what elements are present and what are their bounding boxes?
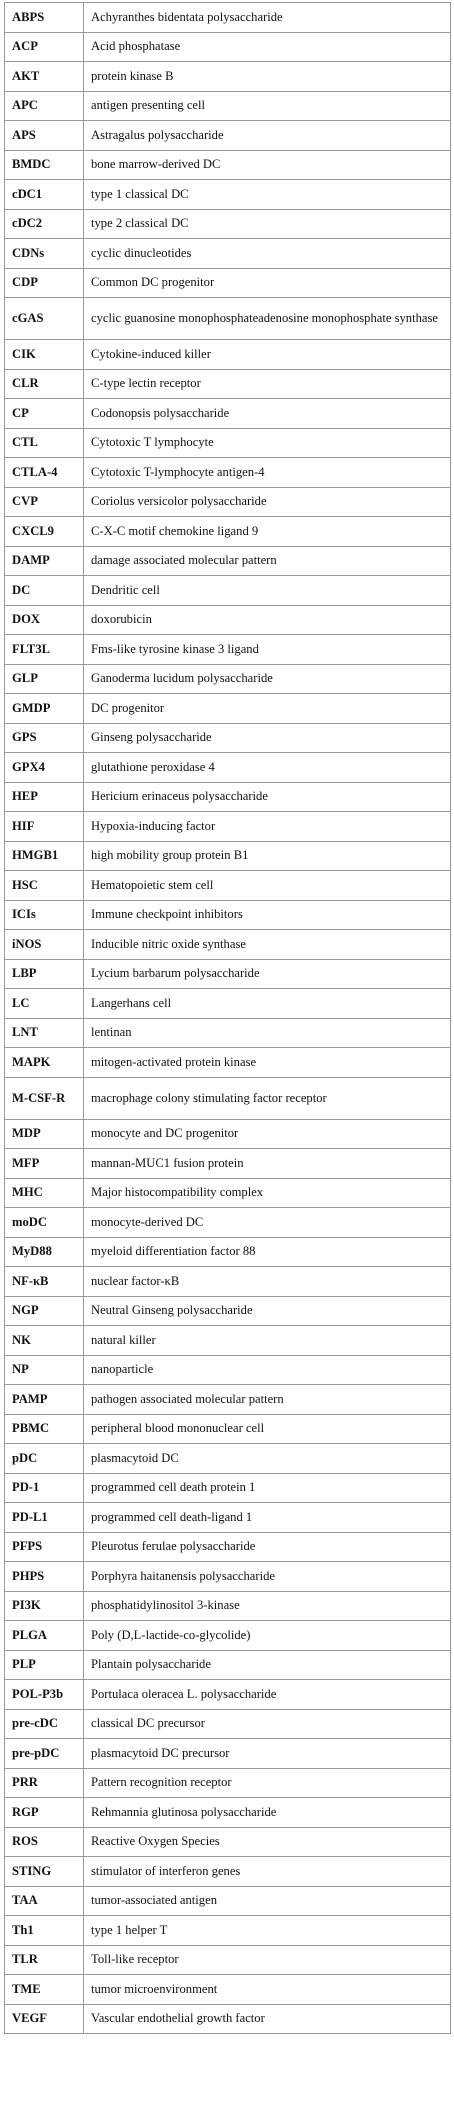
table-row (5, 605, 451, 635)
abbreviation-cell: GPS (5, 723, 84, 753)
abbreviation-cell: MyD88 (5, 1237, 84, 1267)
table-row (5, 458, 451, 488)
definition-cell: monocyte-derived DC (84, 1208, 451, 1238)
table-row (5, 1119, 451, 1149)
table-row (5, 1591, 451, 1621)
definition-cell: pathogen associated molecular pattern (84, 1385, 451, 1415)
definition-cell: C-type lectin receptor (84, 369, 451, 399)
table-row (5, 32, 451, 62)
definition-cell: plasmacytoid DC (84, 1444, 451, 1474)
table-row (5, 1650, 451, 1680)
table-row (5, 1296, 451, 1326)
table-row (5, 1178, 451, 1208)
abbreviation-cell: iNOS (5, 930, 84, 960)
definition-cell: high mobility group protein B1 (84, 841, 451, 871)
definition-cell: Lycium barbarum polysaccharide (84, 959, 451, 989)
table-row (5, 1208, 451, 1238)
table-row (5, 546, 451, 576)
definition-cell: cyclic dinucleotides (84, 239, 451, 269)
definition-cell: Major histocompatibility complex (84, 1178, 451, 1208)
abbreviation-cell: GMDP (5, 694, 84, 724)
table-row (5, 1473, 451, 1503)
definition-cell: stimulator of interferon genes (84, 1857, 451, 1887)
table-row (5, 1798, 451, 1828)
abbreviation-cell: HIF (5, 812, 84, 842)
abbreviation-cell: cDC1 (5, 180, 84, 210)
definition-cell: plasmacytoid DC precursor (84, 1739, 451, 1769)
abbreviation-cell: DC (5, 576, 84, 606)
table-row (5, 180, 451, 210)
table-row (5, 1444, 451, 1474)
abbreviation-cell: GPX4 (5, 753, 84, 783)
definition-cell: Ganoderma lucidum polysaccharide (84, 664, 451, 694)
table-row (5, 1385, 451, 1415)
abbreviation-cell: FLT3L (5, 635, 84, 665)
definition-cell: C-X-C motif chemokine ligand 9 (84, 517, 451, 547)
definition-cell: peripheral blood mononuclear cell (84, 1414, 451, 1444)
abbreviation-cell: LBP (5, 959, 84, 989)
table-row (5, 1237, 451, 1267)
definition-cell: Codonopsis polysaccharide (84, 399, 451, 429)
definition-cell: tumor microenvironment (84, 1975, 451, 2005)
abbreviation-cell: APC (5, 91, 84, 121)
abbreviation-cell: PLP (5, 1650, 84, 1680)
abbreviation-cell: PHPS (5, 1562, 84, 1592)
abbreviation-cell: NK (5, 1326, 84, 1356)
definition-cell: type 1 helper T (84, 1916, 451, 1946)
table-row (5, 121, 451, 151)
table-row (5, 1267, 451, 1297)
definition-cell: programmed cell death-ligand 1 (84, 1503, 451, 1533)
definition-cell: Portulaca oleracea L. polysaccharide (84, 1680, 451, 1710)
abbreviation-cell: ROS (5, 1827, 84, 1857)
abbreviation-cell: LNT (5, 1018, 84, 1048)
definition-cell: Hypoxia-inducing factor (84, 812, 451, 842)
table-row (5, 1048, 451, 1078)
definition-cell: DC progenitor (84, 694, 451, 724)
definition-cell: macrophage colony stimulating factor receptor (84, 1077, 451, 1119)
definition-cell: natural killer (84, 1326, 451, 1356)
abbreviation-cell: GLP (5, 664, 84, 694)
table-row (5, 900, 451, 930)
table-row (5, 841, 451, 871)
table-row (5, 782, 451, 812)
table-row (5, 268, 451, 298)
table-row (5, 959, 451, 989)
table-row (5, 871, 451, 901)
definition-cell: phosphatidylinositol 3-kinase (84, 1591, 451, 1621)
table-row (5, 664, 451, 694)
table-row (5, 62, 451, 92)
abbreviation-cell: AKT (5, 62, 84, 92)
definition-cell: classical DC precursor (84, 1709, 451, 1739)
abbreviation-cell: pre-cDC (5, 1709, 84, 1739)
definition-cell: Dendritic cell (84, 576, 451, 606)
table-row (5, 487, 451, 517)
abbreviation-cell: pDC (5, 1444, 84, 1474)
definition-cell: Porphyra haitanensis polysaccharide (84, 1562, 451, 1592)
table-row (5, 812, 451, 842)
abbreviation-cell: STING (5, 1857, 84, 1887)
definition-cell: Hericium erinaceus polysaccharide (84, 782, 451, 812)
abbreviations-table-body (5, 3, 451, 2034)
definition-cell: Achyranthes bidentata polysaccharide (84, 3, 451, 33)
definition-cell: Cytotoxic T lymphocyte (84, 428, 451, 458)
definition-cell: Cytotoxic T-lymphocyte antigen-4 (84, 458, 451, 488)
table-row (5, 1975, 451, 2005)
definition-cell: Coriolus versicolor polysaccharide (84, 487, 451, 517)
definition-cell: Cytokine-induced killer (84, 340, 451, 370)
definition-cell: myeloid differentiation factor 88 (84, 1237, 451, 1267)
abbreviation-cell: MAPK (5, 1048, 84, 1078)
definition-cell: protein kinase B (84, 62, 451, 92)
abbreviation-cell: APS (5, 121, 84, 151)
abbreviation-cell: DOX (5, 605, 84, 635)
abbreviation-cell: MDP (5, 1119, 84, 1149)
definition-cell: Hematopoietic stem cell (84, 871, 451, 901)
table-row (5, 1886, 451, 1916)
table-row (5, 298, 451, 340)
definition-cell: antigen presenting cell (84, 91, 451, 121)
definition-cell: Plantain polysaccharide (84, 1650, 451, 1680)
abbreviation-cell: PI3K (5, 1591, 84, 1621)
definition-cell: Neutral Ginseng polysaccharide (84, 1296, 451, 1326)
abbreviation-cell: NF-κB (5, 1267, 84, 1297)
table-row (5, 239, 451, 269)
table-row (5, 1077, 451, 1119)
abbreviation-cell: POL-P3b (5, 1680, 84, 1710)
table-row (5, 1827, 451, 1857)
table-row (5, 1532, 451, 1562)
definition-cell: Poly (D,L-lactide-co-glycolide) (84, 1621, 451, 1651)
abbreviation-cell: CTLA-4 (5, 458, 84, 488)
table-row (5, 340, 451, 370)
table-row (5, 1739, 451, 1769)
abbreviation-cell: NGP (5, 1296, 84, 1326)
definition-cell: mannan-MUC1 fusion protein (84, 1149, 451, 1179)
table-row (5, 694, 451, 724)
definition-cell: Astragalus polysaccharide (84, 121, 451, 151)
table-row (5, 723, 451, 753)
definition-cell: Immune checkpoint inhibitors (84, 900, 451, 930)
definition-cell: lentinan (84, 1018, 451, 1048)
table-row (5, 1562, 451, 1592)
definition-cell: Rehmannia glutinosa polysaccharide (84, 1798, 451, 1828)
definition-cell: nanoparticle (84, 1355, 451, 1385)
table-row (5, 1768, 451, 1798)
abbreviation-cell: cGAS (5, 298, 84, 340)
definition-cell: type 1 classical DC (84, 180, 451, 210)
table-row (5, 1916, 451, 1946)
table-row (5, 1326, 451, 1356)
definition-cell: Inducible nitric oxide synthase (84, 930, 451, 960)
abbreviation-cell: PRR (5, 1768, 84, 1798)
abbreviation-cell: ACP (5, 32, 84, 62)
abbreviation-cell: DAMP (5, 546, 84, 576)
abbreviation-cell: CTL (5, 428, 84, 458)
table-row (5, 1945, 451, 1975)
abbreviations-table-container (4, 2, 450, 2034)
definition-cell: damage associated molecular pattern (84, 546, 451, 576)
definition-cell: Fms-like tyrosine kinase 3 ligand (84, 635, 451, 665)
table-row (5, 150, 451, 180)
table-row (5, 1018, 451, 1048)
abbreviation-cell: ABPS (5, 3, 84, 33)
abbreviation-cell: PBMC (5, 1414, 84, 1444)
abbreviation-cell: CIK (5, 340, 84, 370)
abbreviation-cell: MFP (5, 1149, 84, 1179)
abbreviation-cell: RGP (5, 1798, 84, 1828)
table-row (5, 753, 451, 783)
abbreviations-table (4, 2, 451, 2034)
table-row (5, 1680, 451, 1710)
abbreviation-cell: moDC (5, 1208, 84, 1238)
abbreviation-cell: TAA (5, 1886, 84, 1916)
abbreviation-cell: HEP (5, 782, 84, 812)
definition-cell: Ginseng polysaccharide (84, 723, 451, 753)
abbreviation-cell: CP (5, 399, 84, 429)
abbreviation-cell: MHC (5, 1178, 84, 1208)
table-row (5, 3, 451, 33)
abbreviation-cell: M-CSF-R (5, 1077, 84, 1119)
abbreviation-cell: HMGB1 (5, 841, 84, 871)
table-row (5, 989, 451, 1019)
abbreviation-cell: ICIs (5, 900, 84, 930)
table-row (5, 1503, 451, 1533)
abbreviation-cell: VEGF (5, 2004, 84, 2034)
abbreviation-cell: PLGA (5, 1621, 84, 1651)
definition-cell: type 2 classical DC (84, 209, 451, 239)
abbreviation-cell: cDC2 (5, 209, 84, 239)
definition-cell: Acid phosphatase (84, 32, 451, 62)
abbreviation-cell: Th1 (5, 1916, 84, 1946)
table-row (5, 1621, 451, 1651)
definition-cell: Pattern recognition receptor (84, 1768, 451, 1798)
abbreviation-cell: PFPS (5, 1532, 84, 1562)
abbreviation-cell: PD-L1 (5, 1503, 84, 1533)
table-row (5, 635, 451, 665)
abbreviation-cell: CDNs (5, 239, 84, 269)
abbreviation-cell: PAMP (5, 1385, 84, 1415)
definition-cell: Langerhans cell (84, 989, 451, 1019)
table-row (5, 930, 451, 960)
definition-cell: Reactive Oxygen Species (84, 1827, 451, 1857)
definition-cell: glutathione peroxidase 4 (84, 753, 451, 783)
table-row (5, 2004, 451, 2034)
table-row (5, 209, 451, 239)
abbreviation-cell: LC (5, 989, 84, 1019)
abbreviation-cell: BMDC (5, 150, 84, 180)
abbreviation-cell: HSC (5, 871, 84, 901)
table-row (5, 1355, 451, 1385)
definition-cell: programmed cell death protein 1 (84, 1473, 451, 1503)
abbreviation-cell: CDP (5, 268, 84, 298)
abbreviation-cell: CVP (5, 487, 84, 517)
definition-cell: Toll-like receptor (84, 1945, 451, 1975)
definition-cell: tumor-associated antigen (84, 1886, 451, 1916)
definition-cell: nuclear factor-κB (84, 1267, 451, 1297)
abbreviation-cell: pre-pDC (5, 1739, 84, 1769)
table-row (5, 1414, 451, 1444)
abbreviation-cell: CXCL9 (5, 517, 84, 547)
table-row (5, 1857, 451, 1887)
abbreviation-cell: TLR (5, 1945, 84, 1975)
definition-cell: Pleurotus ferulae polysaccharide (84, 1532, 451, 1562)
definition-cell: cyclic guanosine monophosphateadenosine monophosphate synthase (84, 298, 451, 340)
table-row (5, 399, 451, 429)
abbreviation-cell: TME (5, 1975, 84, 2005)
definition-cell: Vascular endothelial growth factor (84, 2004, 451, 2034)
definition-cell: monocyte and DC progenitor (84, 1119, 451, 1149)
table-row (5, 1149, 451, 1179)
table-row (5, 91, 451, 121)
table-row (5, 1709, 451, 1739)
abbreviation-cell: CLR (5, 369, 84, 399)
definition-cell: bone marrow-derived DC (84, 150, 451, 180)
abbreviation-cell: NP (5, 1355, 84, 1385)
table-row (5, 428, 451, 458)
table-row (5, 576, 451, 606)
table-row (5, 369, 451, 399)
definition-cell: doxorubicin (84, 605, 451, 635)
abbreviation-cell: PD-1 (5, 1473, 84, 1503)
table-row (5, 517, 451, 547)
definition-cell: mitogen-activated protein kinase (84, 1048, 451, 1078)
definition-cell: Common DC progenitor (84, 268, 451, 298)
